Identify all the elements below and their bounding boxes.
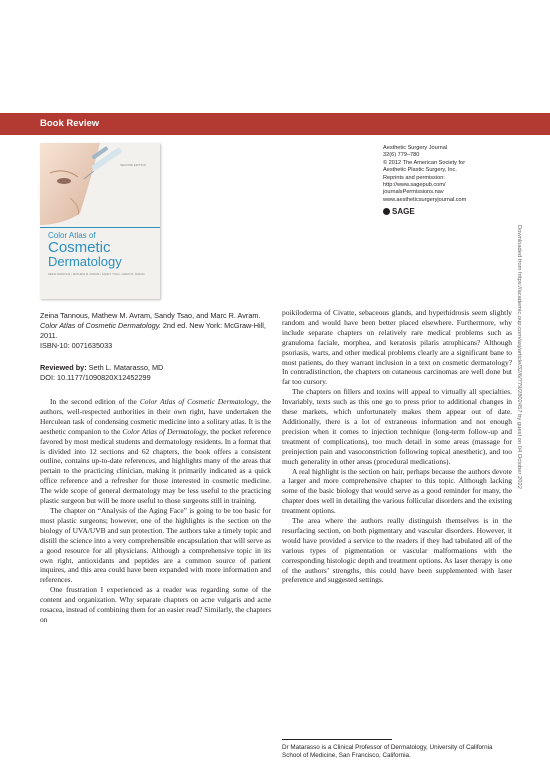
reviewer-label: Reviewed by:: [40, 363, 87, 372]
journal-metadata: [383, 145, 523, 204]
cover-title-line-1: Color Atlas of: [48, 231, 96, 240]
journal-website-link[interactable]: www.aestheticsurgeryjournal.com: [383, 196, 467, 203]
author-footnote: Dr Matarasso is a Clinical Professor of Dermatology, University of California School of Medicine, San Francisco, California.: [282, 744, 493, 759]
journal-volume: 32(6) 779–780: [383, 152, 420, 159]
book-citation: [40, 311, 271, 351]
body-paragraph: The chapter on “Analysis of the Aging Face” is going to be too basic for most plastic surgeons; however, one of the highlights is the section on the biology of UVA/UVB and sun protection. The authors take a timely topic and distill the science into a very comprehensible encapsulation that will serve as a good resource for all physicians. Although a comprehensive topic in its own right, antioxidants and peptides are a common source of patient inquires, and this area could have been expanded with more information and references.: [40, 505, 271, 585]
footnote-divider: [282, 739, 392, 740]
citation-isbn: ISBN-10: 0071635033: [40, 340, 113, 350]
body-text-italic: Color Atlas of Cosmetic Dermatology: [139, 397, 258, 406]
copyright-line-2: Aesthetic Plastic Surgery, Inc.: [383, 167, 457, 174]
body-column-right: [282, 308, 512, 585]
cover-authors: ZEINA TANNOUS • MATHEW M. AVRAM • SANDY TSAO • MARC R. AVRAM: [48, 272, 145, 276]
permissions-link[interactable]: journalsPermissions.nav: [383, 189, 444, 196]
citation-details: 2nd ed. New York: McGraw-Hill, 2011.: [40, 320, 266, 340]
copyright-line: © 2012 The American Society for: [383, 159, 466, 166]
section-banner: [0, 113, 550, 135]
sagepub-link[interactable]: http://www.sagepub.com/: [383, 182, 446, 189]
cover-title-line-3: Dermatology: [48, 254, 122, 269]
cover-title: [48, 231, 156, 269]
body-paragraph: poikiloderma of Civatte, sebaceous glands, and hyperhidrosis seem slightly random and would have been better placed elsewhere. Furthermore, why include separate chapters on relatively rare medical problems such as granuloma faciale, morphea, and keratosis pilaris atrophicans? Although psoriasis, warts, and other medical problems clearly are a significant bane to most patients, do they warrant inclusion in a text on cosmetic dermatology? In contradistinction, the chapters on cutaneous carcinomas are well done but far too cursory.: [282, 308, 512, 387]
download-watermark: [513, 225, 523, 575]
body-column-left: [40, 397, 271, 625]
reviewer-info: [40, 363, 271, 383]
cover-title-line-2: Cosmetic: [48, 239, 111, 256]
citation-authors: Zeina Tannous, Mathew M. Avram, Sandy Tsao, and Marc R. Avram.: [40, 311, 261, 320]
body-paragraph: The chapters on fillers and toxins will appeal to virtually all specialties. Invariably, texts such as this one go to press prior to additional changes in these markets, which unfortunately makes them appear out of date. Additionally, there is a lot of extraneous information and not enough precision when it comes to injection technique (long-term follow-up and treatment of complications), too much detail in some areas (massage for preinjection pain and vasoconstriction following topical anesthetic), and too much generality in other areas (procedural medications).: [282, 387, 512, 466]
section-label: Book Review: [40, 118, 100, 129]
download-watermark-text: Downloaded from https://academic.oup.com/asj/article/32/6/779/2802457 by guest on 04 October 2022: [516, 225, 522, 489]
body-paragraph: A real highlight is the section on hair, perhaps because the authors devote a larger and more comprehensive chapter to this topic. Although lacking some of the basic biology that would serve as a good reminder for many, the chapter does well in detailing the various follicular disorders and the existing treatment options.: [282, 466, 512, 516]
reviewer-line: [40, 363, 271, 373]
body-paragraph: [40, 397, 271, 506]
journal-name: Aesthetic Surgery Journal: [383, 145, 448, 151]
article-doi[interactable]: DOI: 10.1177/1090820X12452299: [40, 372, 151, 382]
sage-logo-text: SAGE: [392, 207, 415, 216]
cover-edition: SECOND EDITION: [120, 163, 146, 167]
sage-logo: [383, 207, 415, 216]
book-cover: [40, 143, 160, 299]
body-paragraph: The area where the authors really distinguish themselves is in the resurfacing section, on both pigmentary and vascular disorders. However, it would have provided a service to the readers if they had tabulated all of the various types of pigmentation or vascular malformations with the corresponding histologic depth and treatment options. As laser therapy is one of the authors’ strengths, this could have been supplemented with laser preference and suggested settings.: [282, 516, 512, 585]
reprints-label: Reprints and permission:: [383, 174, 445, 181]
reviewer-name: Seth L. Matarasso, MD: [88, 363, 164, 372]
body-text: In the second edition of the: [50, 397, 140, 406]
body-text-italic: Color Atlas of Dermatology: [122, 426, 207, 436]
body-text: , the pocket reference favored by most medical students and dermatology residents. In a format that is divided into 12 sections and 62 chapters, the book offers a consistent outline, contains up-to-date references, and highlights many of the areas that pertain to the practicing clinician, making it primarily indicated as a quick office reference and a refresher for those interested in cosmetic medicine. The wide scope of general dermatology may be less useful to the practicing plastic surgeon but will be more useful to those surgeons still in training.: [40, 426, 271, 506]
sage-logo-icon: [383, 208, 390, 215]
citation-text: [40, 311, 271, 341]
citation-book-title: Color Atlas of Cosmetic Dermatology.: [40, 320, 161, 330]
body-text: , the authors, well-respected authorities in their own right, have undertaken the Herculean task of condensing cosmetic medicine into a solitary atlas. It is the aesthetic companion to the: [40, 397, 271, 436]
body-paragraph: One frustration I experienced as a reader was regarding some of the content and organization. Why separate chapters on acne vulgaris and acne rosacea, instead of combining them for an easier read? Similarly, the chapters on: [40, 585, 271, 624]
